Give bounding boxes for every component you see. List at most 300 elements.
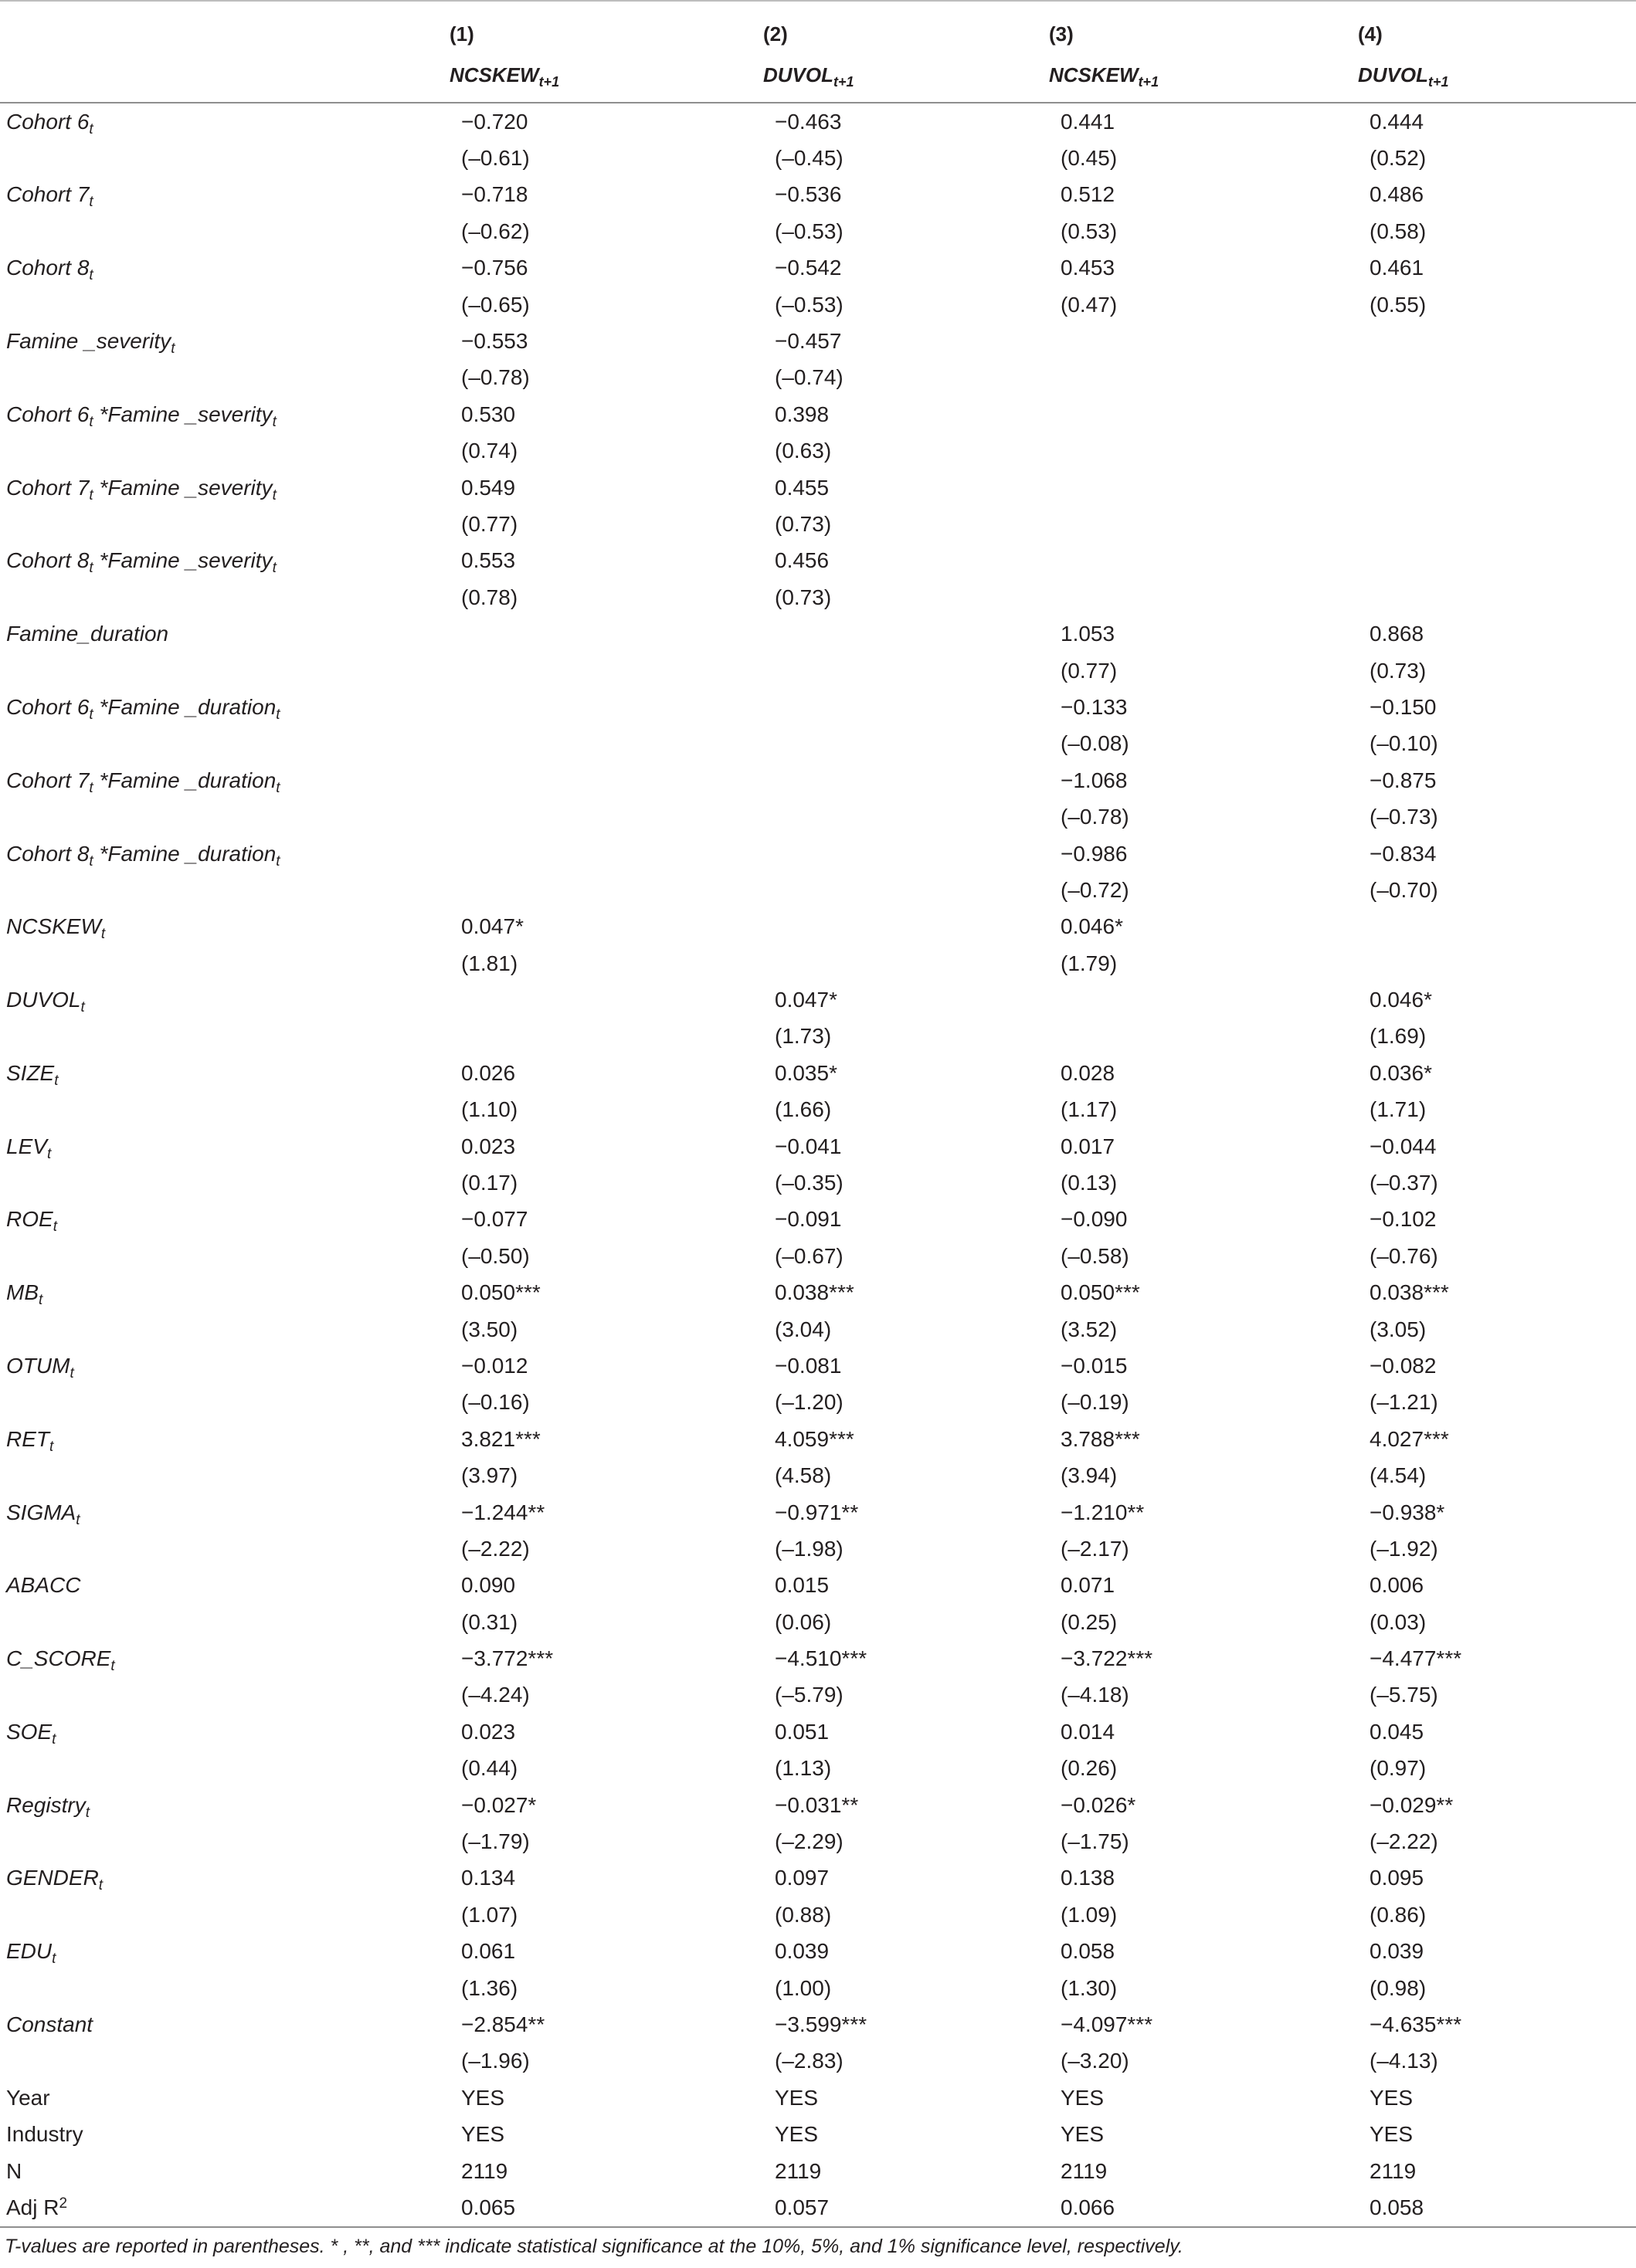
table-row-tvalues (0, 653, 1636, 689)
table-row (0, 1275, 1636, 1311)
cell-col-4: (0.58) (1370, 219, 1427, 243)
cell-col-2: −0.536 (775, 182, 842, 207)
cell-col-2: (0.73) (775, 511, 832, 536)
table-row-tvalues (0, 579, 1636, 615)
cell-col-3 (1049, 1019, 1358, 1055)
column-2-variable (763, 55, 1049, 103)
cell-col-1 (450, 798, 763, 835)
row-label-interaction-text: *Famine _severity (93, 548, 273, 573)
cell-col-1: (–1.79) (461, 1829, 530, 1854)
cell-col-3 (1049, 543, 1358, 579)
cell-col-3: (–1.75) (1061, 1829, 1129, 1854)
table-row (0, 909, 1636, 945)
cell-col-4: 0.039 (1370, 1939, 1424, 1964)
table-row-tvalues (0, 1311, 1636, 1348)
cell-col-3: −0.015 (1061, 1353, 1128, 1378)
row-label-text: Cohort 7 (6, 182, 90, 207)
table-row-tvalues (0, 1238, 1636, 1274)
cell-col-1: (1.07) (461, 1902, 518, 1927)
cell-col-4 (1358, 909, 1636, 945)
cell-col-4 (1358, 323, 1636, 359)
row-label-interaction-subscript: t (276, 779, 280, 796)
table-row-tvalues (0, 140, 1636, 176)
table-row (0, 1640, 1636, 1676)
cell-col-2: 0.097 (775, 1866, 830, 1890)
row-label-text: Famine _severity (6, 329, 171, 354)
cell-col-4 (1358, 579, 1636, 615)
cell-col-4: (3.05) (1370, 1317, 1427, 1341)
column-3-number: (3) (1049, 22, 1074, 46)
row-label (0, 250, 450, 286)
cell-col-4: (0.97) (1370, 1756, 1427, 1781)
row-label (0, 1823, 450, 1859)
cell-col-1: −0.077 (461, 1207, 528, 1232)
cell-col-3: (–0.72) (1061, 877, 1129, 902)
cell-col-2: (1.00) (775, 1975, 832, 2000)
row-label (0, 872, 450, 908)
cell-col-4: −0.938* (1370, 1500, 1445, 1524)
row-label-text: N (6, 2158, 22, 2183)
cell-col-1: 3.821*** (461, 1426, 541, 1451)
cell-col-2: (4.58) (775, 1463, 832, 1488)
row-label (0, 1385, 450, 1421)
cell-col-1: (1.36) (461, 1975, 518, 2000)
cell-col-4: (–5.75) (1370, 1683, 1438, 1707)
cell-col-2: 4.059*** (775, 1426, 854, 1451)
cell-col-2: (0.73) (775, 585, 832, 609)
cell-col-2: −0.031** (775, 1792, 859, 1817)
cell-col-2: (–0.45) (775, 146, 843, 171)
cell-col-4: −0.044 (1370, 1134, 1437, 1158)
cell-col-4: (0.55) (1370, 292, 1427, 317)
cell-col-2: −0.463 (775, 109, 842, 134)
row-label (0, 798, 450, 835)
cell-col-1: (–0.61) (461, 146, 530, 171)
cell-col-4: (0.73) (1370, 658, 1427, 683)
row-label-subscript: t (89, 413, 93, 430)
row-label (0, 2116, 450, 2152)
cell-col-1: 0.023 (461, 1719, 516, 1744)
cell-col-3: −0.026* (1061, 1792, 1136, 1817)
cell-col-1: YES (461, 2085, 505, 2110)
cell-col-2 (763, 836, 1049, 872)
row-label-text: Adj R (6, 2195, 59, 2219)
row-label-interaction-text: *Famine _severity (93, 475, 273, 500)
row-label-subscript: t (110, 1658, 115, 1675)
row-label (0, 1421, 450, 1457)
row-label (0, 1019, 450, 1055)
table-row (0, 2116, 1636, 2152)
table-row (0, 1714, 1636, 1750)
cell-col-1: (0.77) (461, 511, 518, 536)
column-1-variable-name: NCSKEW (450, 63, 539, 86)
cell-col-2 (763, 653, 1049, 689)
cell-col-2: 0.455 (775, 475, 830, 500)
cell-col-1: (–0.65) (461, 292, 530, 317)
row-label (0, 177, 450, 213)
row-label (0, 909, 450, 945)
cell-col-3: (–0.78) (1061, 805, 1129, 829)
cell-col-2 (763, 798, 1049, 835)
row-label-subscript: t (98, 1877, 104, 1894)
table-row (0, 762, 1636, 798)
table-row (0, 1421, 1636, 1457)
cell-col-1: 0.134 (461, 1866, 516, 1890)
cell-col-3 (1049, 360, 1358, 396)
cell-col-3: 0.066 (1061, 2195, 1115, 2219)
column-2-number: (2) (763, 22, 788, 46)
cell-col-2: 2119 (775, 2158, 822, 2183)
row-label (0, 2006, 450, 2043)
cell-col-2: (–2.29) (775, 1829, 843, 1854)
cell-col-3: (–2.17) (1061, 1536, 1129, 1561)
row-label-text: Cohort 7 (6, 475, 90, 500)
table-row (0, 1787, 1636, 1823)
cell-col-3: (0.45) (1061, 146, 1118, 171)
row-label-interaction-subscript: t (272, 413, 277, 430)
cell-col-2: (–0.35) (775, 1171, 843, 1195)
table-row (0, 981, 1636, 1018)
row-label-text: OTUM (6, 1353, 70, 1378)
column-4-variable (1358, 55, 1636, 103)
table-row (0, 1348, 1636, 1384)
table-row (0, 250, 1636, 286)
table-row (0, 1128, 1636, 1165)
cell-col-4: (1.71) (1370, 1097, 1427, 1122)
cell-col-4: (0.98) (1370, 1975, 1427, 2000)
row-label-subscript: t (89, 194, 93, 211)
row-label-text: Cohort 6 (6, 109, 90, 134)
table-row (0, 470, 1636, 506)
cell-col-1: −2.854** (461, 2012, 545, 2036)
row-label-interaction-subscript: t (276, 706, 280, 723)
row-label (0, 653, 450, 689)
table-footnote: T-values are reported in parentheses. * , **, and *** indicate statistical significance at the 10%, 5%, and 1% significance level, respectively. (5, 2235, 1183, 2257)
row-label (0, 2080, 450, 2116)
cell-col-2: (1.73) (775, 1024, 832, 1049)
cell-col-2: (1.13) (775, 1756, 832, 1781)
cell-col-3: 0.071 (1061, 1573, 1115, 1598)
cell-col-2: −0.457 (775, 329, 842, 354)
cell-col-3: YES (1061, 2122, 1105, 2147)
row-label (0, 1457, 450, 1493)
row-label (0, 140, 450, 176)
cell-col-3 (1049, 433, 1358, 470)
cell-col-3: (–4.18) (1061, 1683, 1129, 1707)
cell-col-3 (1049, 470, 1358, 506)
cell-col-2: YES (775, 2122, 819, 2147)
cell-col-3: (1.09) (1061, 1902, 1118, 1927)
row-label-text: Cohort 6 (6, 402, 90, 426)
row-label-subscript: t (80, 999, 85, 1016)
row-label (0, 981, 450, 1018)
cell-col-4: −4.635*** (1370, 2012, 1462, 2036)
cell-col-4: YES (1370, 2122, 1414, 2147)
cell-col-2: −0.971** (775, 1500, 859, 1524)
cell-col-1: 0.061 (461, 1939, 516, 1964)
cell-col-1: 0.090 (461, 1573, 516, 1598)
cell-col-3: 0.058 (1061, 1939, 1115, 1964)
cell-col-4: (–1.21) (1370, 1390, 1438, 1415)
cell-col-1: −3.772*** (461, 1646, 554, 1671)
cell-col-3: −3.722*** (1061, 1646, 1153, 1671)
table-row (0, 323, 1636, 359)
cell-col-3: (0.25) (1061, 1609, 1118, 1634)
cell-col-1: −0.720 (461, 109, 528, 134)
table-row-tvalues (0, 1385, 1636, 1421)
cell-col-4: −0.029** (1370, 1792, 1454, 1817)
cell-col-1 (450, 872, 763, 908)
cell-col-4: −0.082 (1370, 1353, 1437, 1378)
cell-col-1: (1.10) (461, 1097, 518, 1122)
cell-col-4: 2119 (1370, 2158, 1417, 2183)
row-label-subscript: t (54, 1072, 59, 1089)
table-row (0, 1568, 1636, 1604)
cell-col-4: 0.045 (1370, 1719, 1424, 1744)
column-4-number: (4) (1358, 22, 1383, 46)
row-label-superscript: 2 (59, 2195, 68, 2212)
cell-col-3: −0.986 (1061, 841, 1128, 866)
cell-col-1 (450, 615, 763, 652)
row-label-text: SOE (6, 1719, 53, 1744)
cell-col-1: (–0.78) (461, 365, 530, 390)
row-label-subscript: t (46, 1145, 52, 1162)
cell-col-4: (–4.13) (1370, 2049, 1438, 2073)
cell-col-4 (1358, 506, 1636, 542)
cell-col-2 (763, 689, 1049, 725)
row-label (0, 286, 450, 323)
row-label (0, 1568, 450, 1604)
table-row-tvalues (0, 798, 1636, 835)
column-variable-row (0, 55, 1636, 103)
row-label (0, 1348, 450, 1384)
table-row (0, 1055, 1636, 1091)
column-3-variable-name: NCSKEW (1049, 63, 1139, 86)
table-row (0, 1202, 1636, 1238)
cell-col-1: (–0.16) (461, 1390, 530, 1415)
cell-col-2: 0.456 (775, 548, 830, 573)
row-label (0, 1165, 450, 1201)
column-3-variable (1049, 55, 1358, 103)
cell-col-2: (–0.67) (775, 1243, 843, 1268)
cell-col-2: −0.041 (775, 1134, 842, 1158)
row-label (0, 1531, 450, 1567)
cell-col-2: (–2.83) (775, 2049, 843, 2073)
row-label (0, 1934, 450, 1970)
cell-col-4: 0.444 (1370, 109, 1424, 134)
row-label-text: GENDER (6, 1866, 99, 1890)
cell-col-3: (0.47) (1061, 292, 1118, 317)
cell-col-2 (763, 872, 1049, 908)
table-row (0, 396, 1636, 432)
cell-col-3: −4.097*** (1061, 2012, 1153, 2036)
row-label (0, 396, 450, 432)
cell-col-4: 0.868 (1370, 622, 1424, 646)
table-row-tvalues (0, 1823, 1636, 1859)
column-4-variable-name: DUVOL (1358, 63, 1428, 86)
table-row (0, 2080, 1636, 2116)
cell-col-3: (1.17) (1061, 1097, 1118, 1122)
cell-col-2: −0.081 (775, 1353, 842, 1378)
cell-col-3: −0.133 (1061, 694, 1128, 719)
cell-col-3: (0.13) (1061, 1171, 1118, 1195)
row-label (0, 1494, 450, 1531)
cell-col-1: (–1.96) (461, 2049, 530, 2073)
cell-col-1: 0.023 (461, 1134, 516, 1158)
cell-col-1: 2119 (461, 2158, 508, 2183)
row-label-text: Cohort 8 (6, 841, 90, 866)
cell-col-3: 0.017 (1061, 1134, 1115, 1158)
row-label (0, 1275, 450, 1311)
cell-col-3: (–0.58) (1061, 1243, 1129, 1268)
cell-col-3: −1.068 (1061, 768, 1128, 792)
table-row-tvalues (0, 1457, 1636, 1493)
cell-col-3: 2119 (1061, 2158, 1108, 2183)
cell-col-2: (3.04) (775, 1317, 832, 1341)
row-label (0, 323, 450, 359)
cell-col-1: (–0.62) (461, 219, 530, 243)
table-row-tvalues (0, 945, 1636, 981)
row-label-subscript: t (89, 779, 93, 796)
table-row (0, 615, 1636, 652)
cell-col-2: (–0.53) (775, 219, 843, 243)
table-row-tvalues (0, 1019, 1636, 1055)
row-label-text: Cohort 8 (6, 548, 90, 573)
cell-col-4: (1.69) (1370, 1024, 1427, 1049)
cell-col-4: 0.058 (1370, 2195, 1424, 2219)
row-label-text: Cohort 6 (6, 694, 90, 719)
row-label (0, 689, 450, 725)
table-row (0, 177, 1636, 213)
table-row-tvalues (0, 1970, 1636, 2006)
cell-col-1: (0.74) (461, 439, 518, 463)
cell-col-3 (1049, 396, 1358, 432)
row-label (0, 543, 450, 579)
cell-col-1 (450, 981, 763, 1018)
row-label-subscript: t (100, 926, 106, 943)
table-row (0, 689, 1636, 725)
row-label-subscript: t (89, 706, 93, 723)
cell-col-3: 0.028 (1061, 1060, 1115, 1085)
column-1-variable-subscript: t+1 (538, 74, 560, 90)
row-label (0, 1860, 450, 1897)
cell-col-4: 0.486 (1370, 182, 1424, 207)
cell-col-4: 0.095 (1370, 1866, 1424, 1890)
cell-col-1: (–2.22) (461, 1536, 530, 1561)
row-label (0, 1714, 450, 1750)
cell-col-4: −0.875 (1370, 768, 1437, 792)
cell-col-4 (1358, 396, 1636, 432)
cell-col-2: (–1.20) (775, 1390, 843, 1415)
cell-col-3 (1049, 981, 1358, 1018)
row-label-text: C_SCORE (6, 1646, 111, 1671)
table-row-tvalues (0, 1165, 1636, 1201)
row-label (0, 2043, 450, 2080)
cell-col-2: 0.398 (775, 402, 830, 426)
row-label (0, 945, 450, 981)
cell-col-1 (450, 762, 763, 798)
table-row-tvalues (0, 286, 1636, 323)
table-row-tvalues (0, 1604, 1636, 1640)
cell-col-2: (0.06) (775, 1609, 832, 1634)
header-blank (0, 1, 450, 55)
row-label-subscript: t (89, 267, 93, 284)
cell-col-4: −0.102 (1370, 1207, 1437, 1232)
row-label-subscript: t (89, 853, 93, 870)
cell-col-1: (3.97) (461, 1463, 518, 1488)
cell-col-1 (450, 726, 763, 762)
column-4-variable-subscript: t+1 (1428, 74, 1449, 90)
row-label-interaction-text: *Famine _duration (93, 768, 277, 792)
cell-col-3: (3.94) (1061, 1463, 1118, 1488)
row-label-interaction-subscript: t (272, 486, 277, 503)
row-label-text: DUVOL (6, 988, 81, 1012)
row-label-subscript: t (171, 341, 175, 358)
row-label (0, 470, 450, 506)
row-label-subscript: t (53, 1219, 57, 1236)
cell-col-2: (–0.53) (775, 292, 843, 317)
row-label-text: LEV (6, 1134, 47, 1158)
cell-col-3 (1049, 323, 1358, 359)
cell-col-2: −3.599*** (775, 2012, 867, 2036)
cell-col-1: 0.553 (461, 548, 516, 573)
table-row (0, 103, 1636, 140)
column-number-row (0, 1, 1636, 55)
cell-col-1: (1.81) (461, 951, 518, 975)
cell-col-1: −1.244** (461, 1500, 545, 1524)
cell-col-4: YES (1370, 2085, 1414, 2110)
cell-col-4: 0.006 (1370, 1573, 1424, 1598)
cell-col-1: (0.78) (461, 585, 518, 609)
cell-col-4: (–0.37) (1370, 1171, 1438, 1195)
row-label (0, 2153, 450, 2189)
cell-col-4: (–1.92) (1370, 1536, 1438, 1561)
cell-col-4: 0.046* (1370, 988, 1432, 1012)
table-row-tvalues (0, 2043, 1636, 2080)
cell-col-1 (450, 836, 763, 872)
row-label (0, 1751, 450, 1787)
table-row-tvalues (0, 1092, 1636, 1128)
table-row (0, 2006, 1636, 2043)
cell-col-2: YES (775, 2085, 819, 2110)
row-label (0, 1311, 450, 1348)
row-label-text: MB (6, 1280, 39, 1305)
cell-col-1: −0.756 (461, 256, 528, 280)
row-label-interaction-subscript: t (276, 853, 280, 870)
row-label-text: Registry (6, 1792, 86, 1817)
cell-col-3: (3.52) (1061, 1317, 1118, 1341)
cell-col-3: 0.014 (1061, 1719, 1115, 1744)
cell-col-1: −0.012 (461, 1353, 528, 1378)
row-label-text: Cohort 8 (6, 256, 90, 280)
row-label (0, 1787, 450, 1823)
row-label (0, 836, 450, 872)
cell-col-3: (–0.08) (1061, 731, 1129, 756)
column-2-variable-subscript: t+1 (833, 74, 854, 90)
cell-col-2: −0.542 (775, 256, 842, 280)
row-label-text: Famine_duration (6, 622, 169, 646)
cell-col-1: (0.44) (461, 1756, 518, 1781)
column-1-variable (450, 55, 763, 103)
row-label-interaction-subscript: t (272, 560, 277, 577)
cell-col-1: 0.549 (461, 475, 516, 500)
row-label-subscript: t (89, 486, 93, 503)
row-label-subscript: t (39, 1292, 43, 1309)
cell-col-4: −0.834 (1370, 841, 1437, 866)
cell-col-1: −0.553 (461, 329, 528, 354)
table-row-tvalues (0, 213, 1636, 249)
table-row (0, 543, 1636, 579)
